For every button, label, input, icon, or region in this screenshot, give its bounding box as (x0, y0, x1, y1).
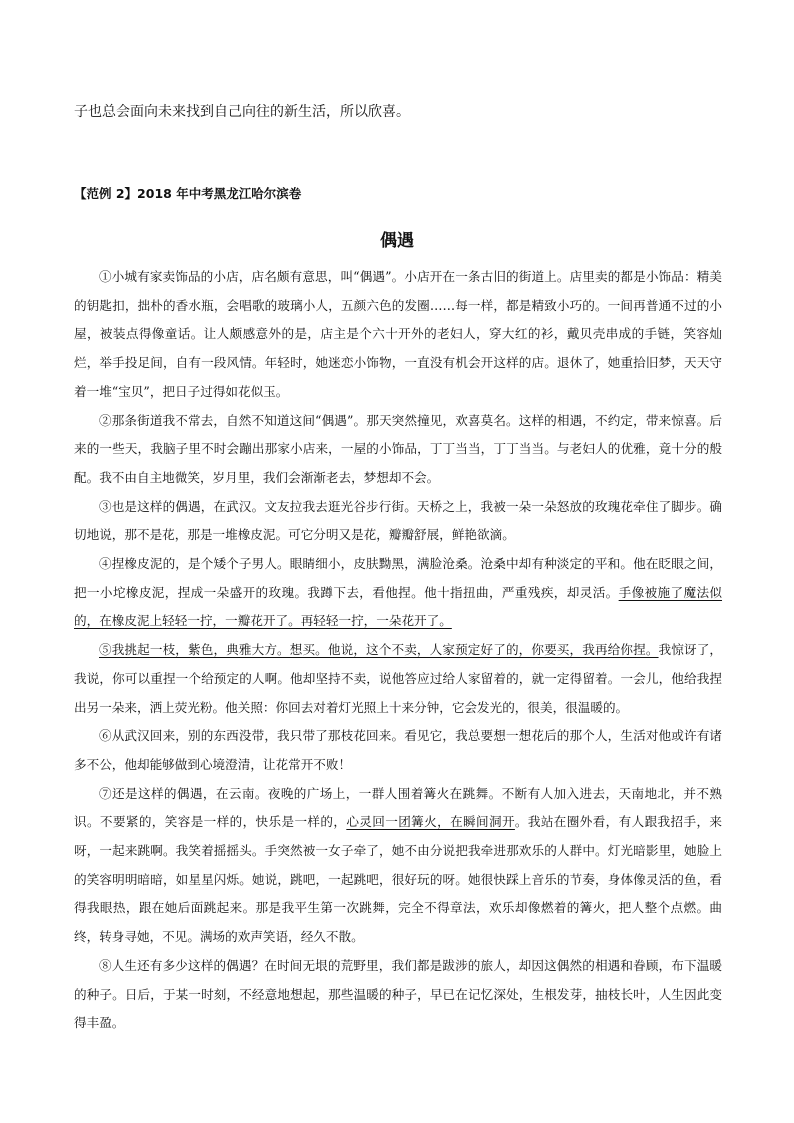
paragraph-text: 我惊讶了，我说，你可以重捏一个给预定的人啊。他却坚持不卖，说他答应过给人家留着的，就一定得留着。一会儿，他给我捏出另一朵来，洒上荧光粉。他关照：你回去对着灯光照上十来分钟，它会发光的，很美，很温暖的。 (74, 642, 723, 715)
paragraph-text: ⑦还是这样的偶遇，在云南。夜晚的广场上，一群人围着篝火在跳舞。不断有人加入进去，天南地北，并不熟识。不要紧的，笑容是一样的，快乐是一样的， (74, 785, 722, 830)
paragraph-text: ④捏橡皮泥的，是个矮个子男人。眼睛细小，皮肤黝黑，满脸沧桑。沧桑中却有种淡定的平和。他在眨眼之间，把一小坨橡皮泥，捏成一朵盛开的玫瑰。我蹲下去，看他捏。他十指扭曲，严重残疾，却灵活。 (74, 556, 722, 600)
paragraph-5 (74, 636, 722, 722)
paragraph-text: ②那条街道我不常去，自然不知道这间“偶遇”。那天突然撞见，欢喜莫名。这样的相遇，不约定，带来惊喜。后来的一些天，我脑子里不时会蹦出那家小店来，一屋的小饰品，丁丁当当，丁丁当当。与老妇人的优雅，竟十分的般配。我不由自主地微笑，岁月里，我们会渐渐老去，梦想却不会。 (74, 412, 722, 485)
paragraph-3 (74, 493, 722, 550)
lead-text: 子也总会面向未来找到自己向往的新生活，所以欣喜。 (74, 104, 410, 120)
paragraph-text: ⑧人生还有多少这样的偶遇？在时间无垠的荒野里，我们都是跋涉的旅人，却因这偶然的相遇和眷顾，布下温暖的种子。日后，于某一时刻，不经意地想起，那些温暖的种子，早已在记忆深处，生根发芽，抽枝长叶，人生因此变得丰盈。 (74, 957, 722, 1031)
paragraph-text: ①小城有家卖饰品的小店，店名颇有意思，叫“偶遇”。小店开在一条古旧的街道上。店里卖的都是小饰品：精美的钥匙扣，拙朴的香水瓶，会唱歌的玻璃小人，五颜六色的发圈……每一样，都是精致小巧的。一间再普通不过的小屋，被装点得像童话。让人颇感意外的是，店主是个六十开外的老妇人，穿大红的衫，戴贝壳串成的手链，笑容灿烂，举手投足间，自有一段风情。年轻时，她迷恋小饰物，一直没有机会开这样的店。退休了，她重拾旧梦，天天守着一堆“宝贝”，把日子过得如花似玉。 (74, 269, 722, 399)
paragraph-6 (74, 722, 722, 779)
underlined-sentence: 手像被施了魔法似的，在橡皮泥上轻轻一拧，一瓣花开了。再轻轻一拧，一朵花开了。 (74, 584, 723, 629)
example-heading: 【范例 2】2018 年中考黑龙江哈尔滨卷 (74, 186, 302, 201)
article-title: 偶遇 (380, 231, 414, 251)
paragraph-2 (74, 407, 722, 493)
paragraph-text: 。我站在圈外看，有人跟我招手，来呀，一起来跳啊。我笑着摇摇头。手突然被一女子牵了，她不由分说把我牵进那欢乐的人群中。灯光暗影里，她脸上的笑容明明暗暗，如星星闪烁。她说，跳吧，一起跳吧，很好玩的呀。她很快踩上音乐的节奏，身体像灵活的鱼，看得我眼热，跟在她后面跳起来。那是我平生第一次跳舞，完全不得章法，欢乐却像燃着的篝火，把人整个点燃。曲终，转身寻她，不见。满场的欢声笑语，经久不散。 (74, 814, 723, 945)
paragraph-7 (74, 780, 722, 952)
paragraph-text: ③也是这样的偶遇，在武汉。文友拉我去逛光谷步行街。天桥之上，我被一朵一朵怒放的玫瑰花牵住了脚步。确切地说，那不是花，那是一堆橡皮泥。可它分明又是花，瓣瓣舒展，鲜艳欲滴。 (74, 498, 722, 543)
article-body (74, 263, 722, 1038)
underlined-sentence: 心灵回一团篝火，在瞬间洞开 (346, 814, 515, 830)
paragraph-4 (74, 550, 722, 636)
paragraph-text: ⑥从武汉回来，别的东西没带，我只带了那枝花回来。看见它，我总要想一想花后的那个人，生活对他或许有诸多不公，他却能够做到心境澄清，让花常开不败！ (74, 728, 722, 772)
underlined-sentence: ⑤我挑起一枝，紫色，典雅大方。想买。他说，这个不卖，人家预定好了的，你要买，我再给你捏。 (99, 642, 659, 658)
paragraph-8 (74, 952, 722, 1038)
paragraph-1 (74, 263, 722, 407)
